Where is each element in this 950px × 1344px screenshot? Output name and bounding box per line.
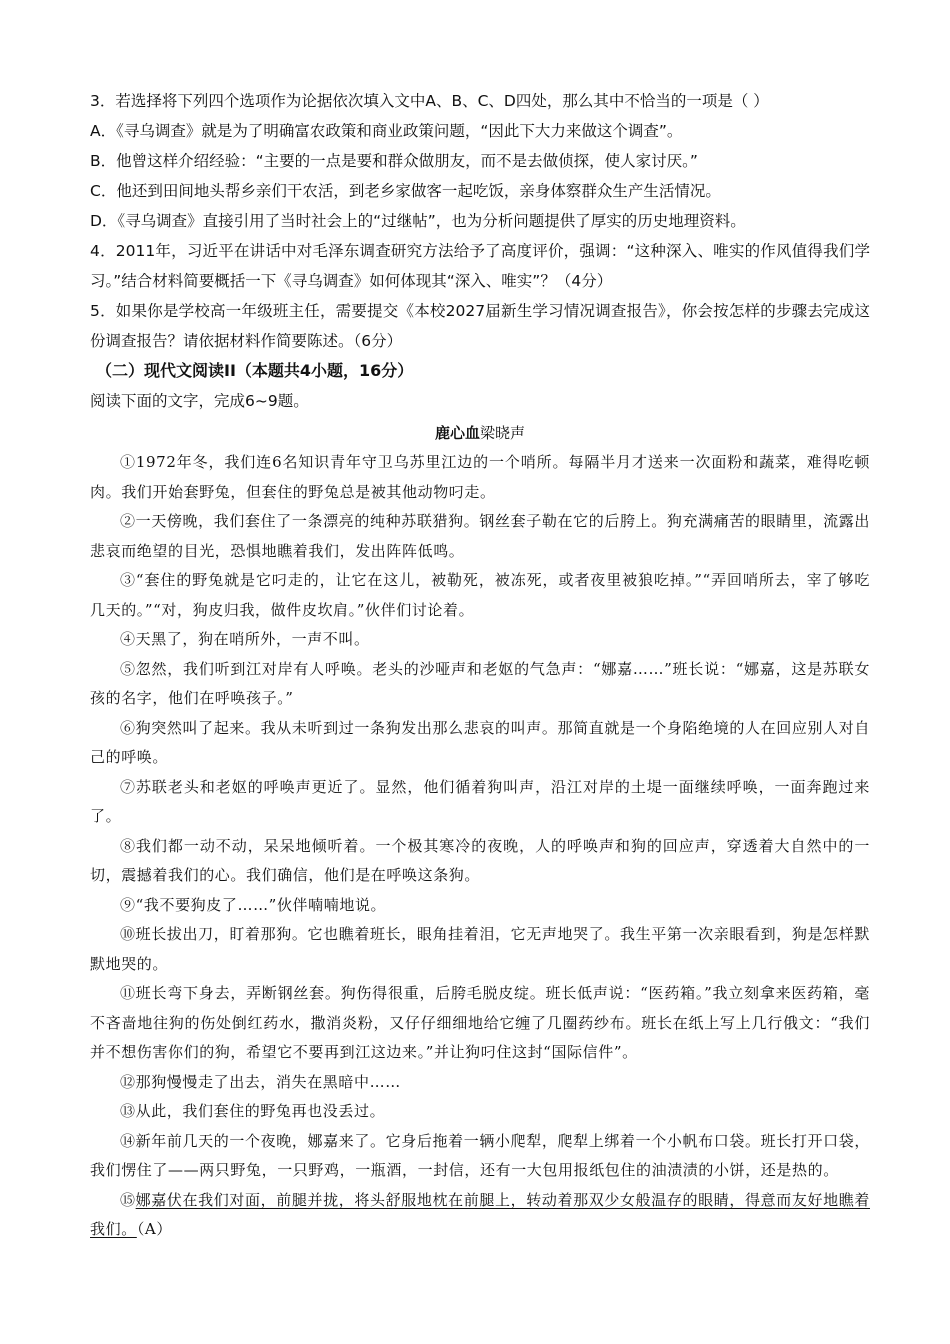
marker-a: （A） bbox=[136, 1220, 172, 1238]
paragraph-3: ③“套住的野兔就是它叼走的，让它在这儿，被勒死，被冻死，或者夜里被狼吃掉。”“弄回哨所去，宰了够吃几天的。”“对，狗皮归我，做件皮坎肩。”伙伴们讨论着。 bbox=[90, 571, 870, 619]
option-c: C．他还到田间地头帮乡亲们干农活，到老乡家做客一起吃饭，亲身体察群众生产生活情况。 bbox=[90, 182, 721, 200]
paragraph-14: ⑭新年前几天的一个夜晚，娜嘉来了。它身后拖着一辆小爬犁，爬犁上绑着一个小帆布口袋。班长打开口袋，我们愣住了——两只野兔，一只野鸡，一瓶酒，一封信，还有一大包用报纸包住的油渍渍的小饼，还是热的。 bbox=[90, 1131, 870, 1179]
paragraph-4: ④天黑了，狗在哨所外，一声不叫。 bbox=[120, 630, 370, 648]
question-5: 5．如果你是学校高一年级班主任，需要提交《本校2027届新生学习情况调查报告》，你会按怎样的步骤去完成这份调查报告？请依据材料作简要陈述。（6分） bbox=[90, 302, 870, 350]
question-3: 3．若选择将下列四个选项作为论据依次填入文中A、B、C、D四处，那么其中不恰当的一项是（ ） bbox=[90, 92, 769, 110]
paragraph-2: ②一天傍晚，我们套住了一条漂亮的纯种苏联猎狗。钢丝套子勒在它的后胯上。狗充满痛苦的眼睛里，流露出悲哀而绝望的目光，恐惧地瞧着我们，发出阵阵低鸣。 bbox=[90, 512, 870, 560]
paragraph-8: ⑧我们都一动不动，呆呆地倾听着。一个极其寒冷的夜晚，人的呼唤声和狗的回应声，穿透着大自然中的一切，震撼着我们的心。我们确信，他们是在呼唤这条狗。 bbox=[90, 836, 870, 884]
option-a: A．《寻乌调查》就是为了明确富农政策和商业政策问题，“因此下大力来做这个调查”。 bbox=[90, 122, 683, 140]
paragraph-15 bbox=[90, 1186, 870, 1245]
article-title-line bbox=[90, 418, 870, 448]
option-d: D．《寻乌调查》直接引用了当时社会上的“过继帖”，也为分析问题提供了厚实的历史地理资料。 bbox=[90, 212, 746, 230]
article-title: 鹿心血 bbox=[434, 424, 480, 442]
section-intro: 阅读下面的文字，完成6~9题。 bbox=[90, 392, 309, 410]
paragraph-1: ①1972年冬，我们连6名知识青年守卫乌苏里江边的一个哨所。每隔半月才送来一次面粉和蔬菜，难得吃顿肉。我们开始套野兔，但套住的野兔总是被其他动物叼走。 bbox=[90, 453, 870, 501]
document-page bbox=[90, 86, 870, 1245]
paragraph-11: ⑪班长弯下身去，弄断钢丝套。狗伤得很重，后胯毛脱皮绽。班长低声说：“医药箱。”我立刻拿来医药箱，毫不吝啬地往狗的伤处倒红药水，撒消炎粉，又仔仔细细地给它缠了几圈药纱布。班长在纸上写上几行俄文：“我们并不想伤害你们的狗，希望它不要再到江这边来。”并让狗叼住这封“国际信件”。 bbox=[90, 984, 870, 1061]
article-body bbox=[90, 448, 870, 1245]
paragraph-9: ⑨“我不要狗皮了……”伙伴喃喃地说。 bbox=[120, 895, 387, 914]
paragraph-10: ⑩班长拔出刀，盯着那狗。它也瞧着班长，眼角挂着泪，它无声地哭了。我生平第一次亲眼看到，狗是怎样默默地哭的。 bbox=[90, 925, 870, 973]
paragraph-6: ⑥狗突然叫了起来。我从未听到过一条狗发出那么悲哀的叫声。那简直就是一个身陷绝境的人在回应别人对自己的呼唤。 bbox=[90, 718, 870, 766]
option-b: B．他曾这样介绍经验：“主要的一点是要和群众做朋友，而不是去做侦探，使人家讨厌。” bbox=[90, 152, 698, 170]
paragraph-7: ⑦苏联老头和老妪的呼唤声更近了。显然，他们循着狗叫声，沿江对岸的土堤一面继续呼唤，一面奔跑过来了。 bbox=[90, 777, 870, 825]
paragraph-13: ⑬从此，我们套住的野兔再也没丢过。 bbox=[120, 1102, 386, 1120]
paragraph-15-number: ⑮ bbox=[120, 1190, 136, 1209]
paragraph-5: ⑤忽然，我们听到江对岸有人呼唤。老头的沙哑声和老妪的气急声：“娜嘉……”班长说：“娜嘉，这是苏联女孩的名字，他们在呼唤孩子。” bbox=[90, 659, 870, 707]
underlined-sentence: 娜嘉伏在我们对面，前腿并拢，将头舒服地枕在前腿上，转动着那双少女般温存的眼睛，得意而友好地瞧着我们。 bbox=[90, 1190, 870, 1238]
section-title: （二）现代文阅读II（本题共4小题，16分） bbox=[96, 361, 414, 380]
question-4: 4．2011年，习近平在讲话中对毛泽东调查研究方法给予了高度评价，强调：“这种深入、唯实的作风值得我们学习。”结合材料简要概括一下《寻乌调查》如何体现其“深入、唯实”？（4分） bbox=[90, 242, 870, 290]
paragraph-12: ⑫那狗慢慢走了出去，消失在黑暗中…… bbox=[120, 1072, 401, 1091]
article-author: 梁晓声 bbox=[480, 424, 526, 442]
